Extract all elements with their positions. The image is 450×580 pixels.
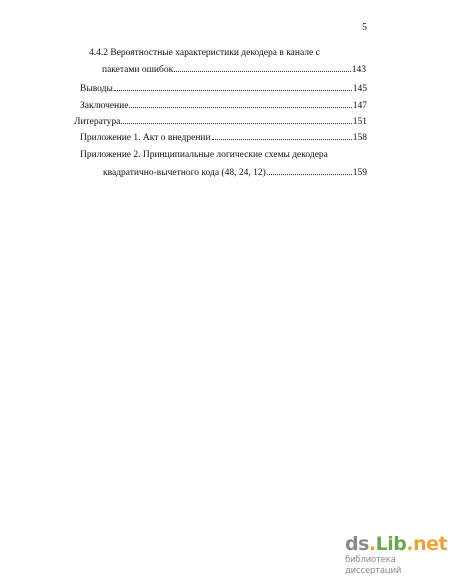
- dot-leader: [267, 166, 352, 175]
- toc-entry-appendix2-page: 159: [352, 168, 367, 178]
- toc-entry-442-line1: 4.4.2 Вероятностные характеристики декодера в канале с: [89, 48, 320, 58]
- toc-entry-final-page: 147: [352, 101, 367, 111]
- toc-entry-appendix1-label: Приложение 1. Акт о внедрении: [80, 133, 211, 143]
- dot-leader: [114, 82, 352, 91]
- dslib-watermark: [345, 533, 448, 576]
- dot-leader: [121, 115, 351, 124]
- toc-entry-references: [74, 115, 367, 128]
- toc-entry-442-page: 143: [351, 65, 366, 75]
- page-number: 5: [362, 22, 367, 33]
- toc-entry-442-line2: пакетами ошибок: [102, 65, 174, 75]
- toc-entry-conclusions-label: Выводы: [80, 84, 113, 94]
- dslib-caption: библиотека диссертаций: [345, 555, 402, 576]
- toc-entry-references-page: 151: [352, 117, 367, 127]
- toc-entry-final-label: Заключение: [80, 101, 129, 111]
- toc-entry-appendix2-line2: квадратично-вычетного кода (48, 24, 12): [103, 168, 266, 178]
- toc-entry-final: [80, 99, 367, 112]
- toc-entry-references-label: Литература: [74, 117, 121, 127]
- toc-entry-appendix1-page: 158: [352, 133, 367, 143]
- toc-entry-conclusions-page: 145: [352, 84, 367, 94]
- toc-entry-appendix1: [80, 131, 367, 144]
- dslib-logo: ds.Lib.net: [345, 533, 448, 555]
- dot-leader: [174, 63, 351, 72]
- dot-leader: [129, 99, 351, 108]
- toc-entry-appendix2-line1: Приложение 2. Принципиальные логические схемы декодера: [80, 150, 328, 160]
- toc-entry-conclusions: [80, 82, 367, 95]
- toc-entry-appendix2: [103, 166, 367, 179]
- toc-entry-442: [102, 63, 366, 76]
- dot-leader: [212, 131, 352, 140]
